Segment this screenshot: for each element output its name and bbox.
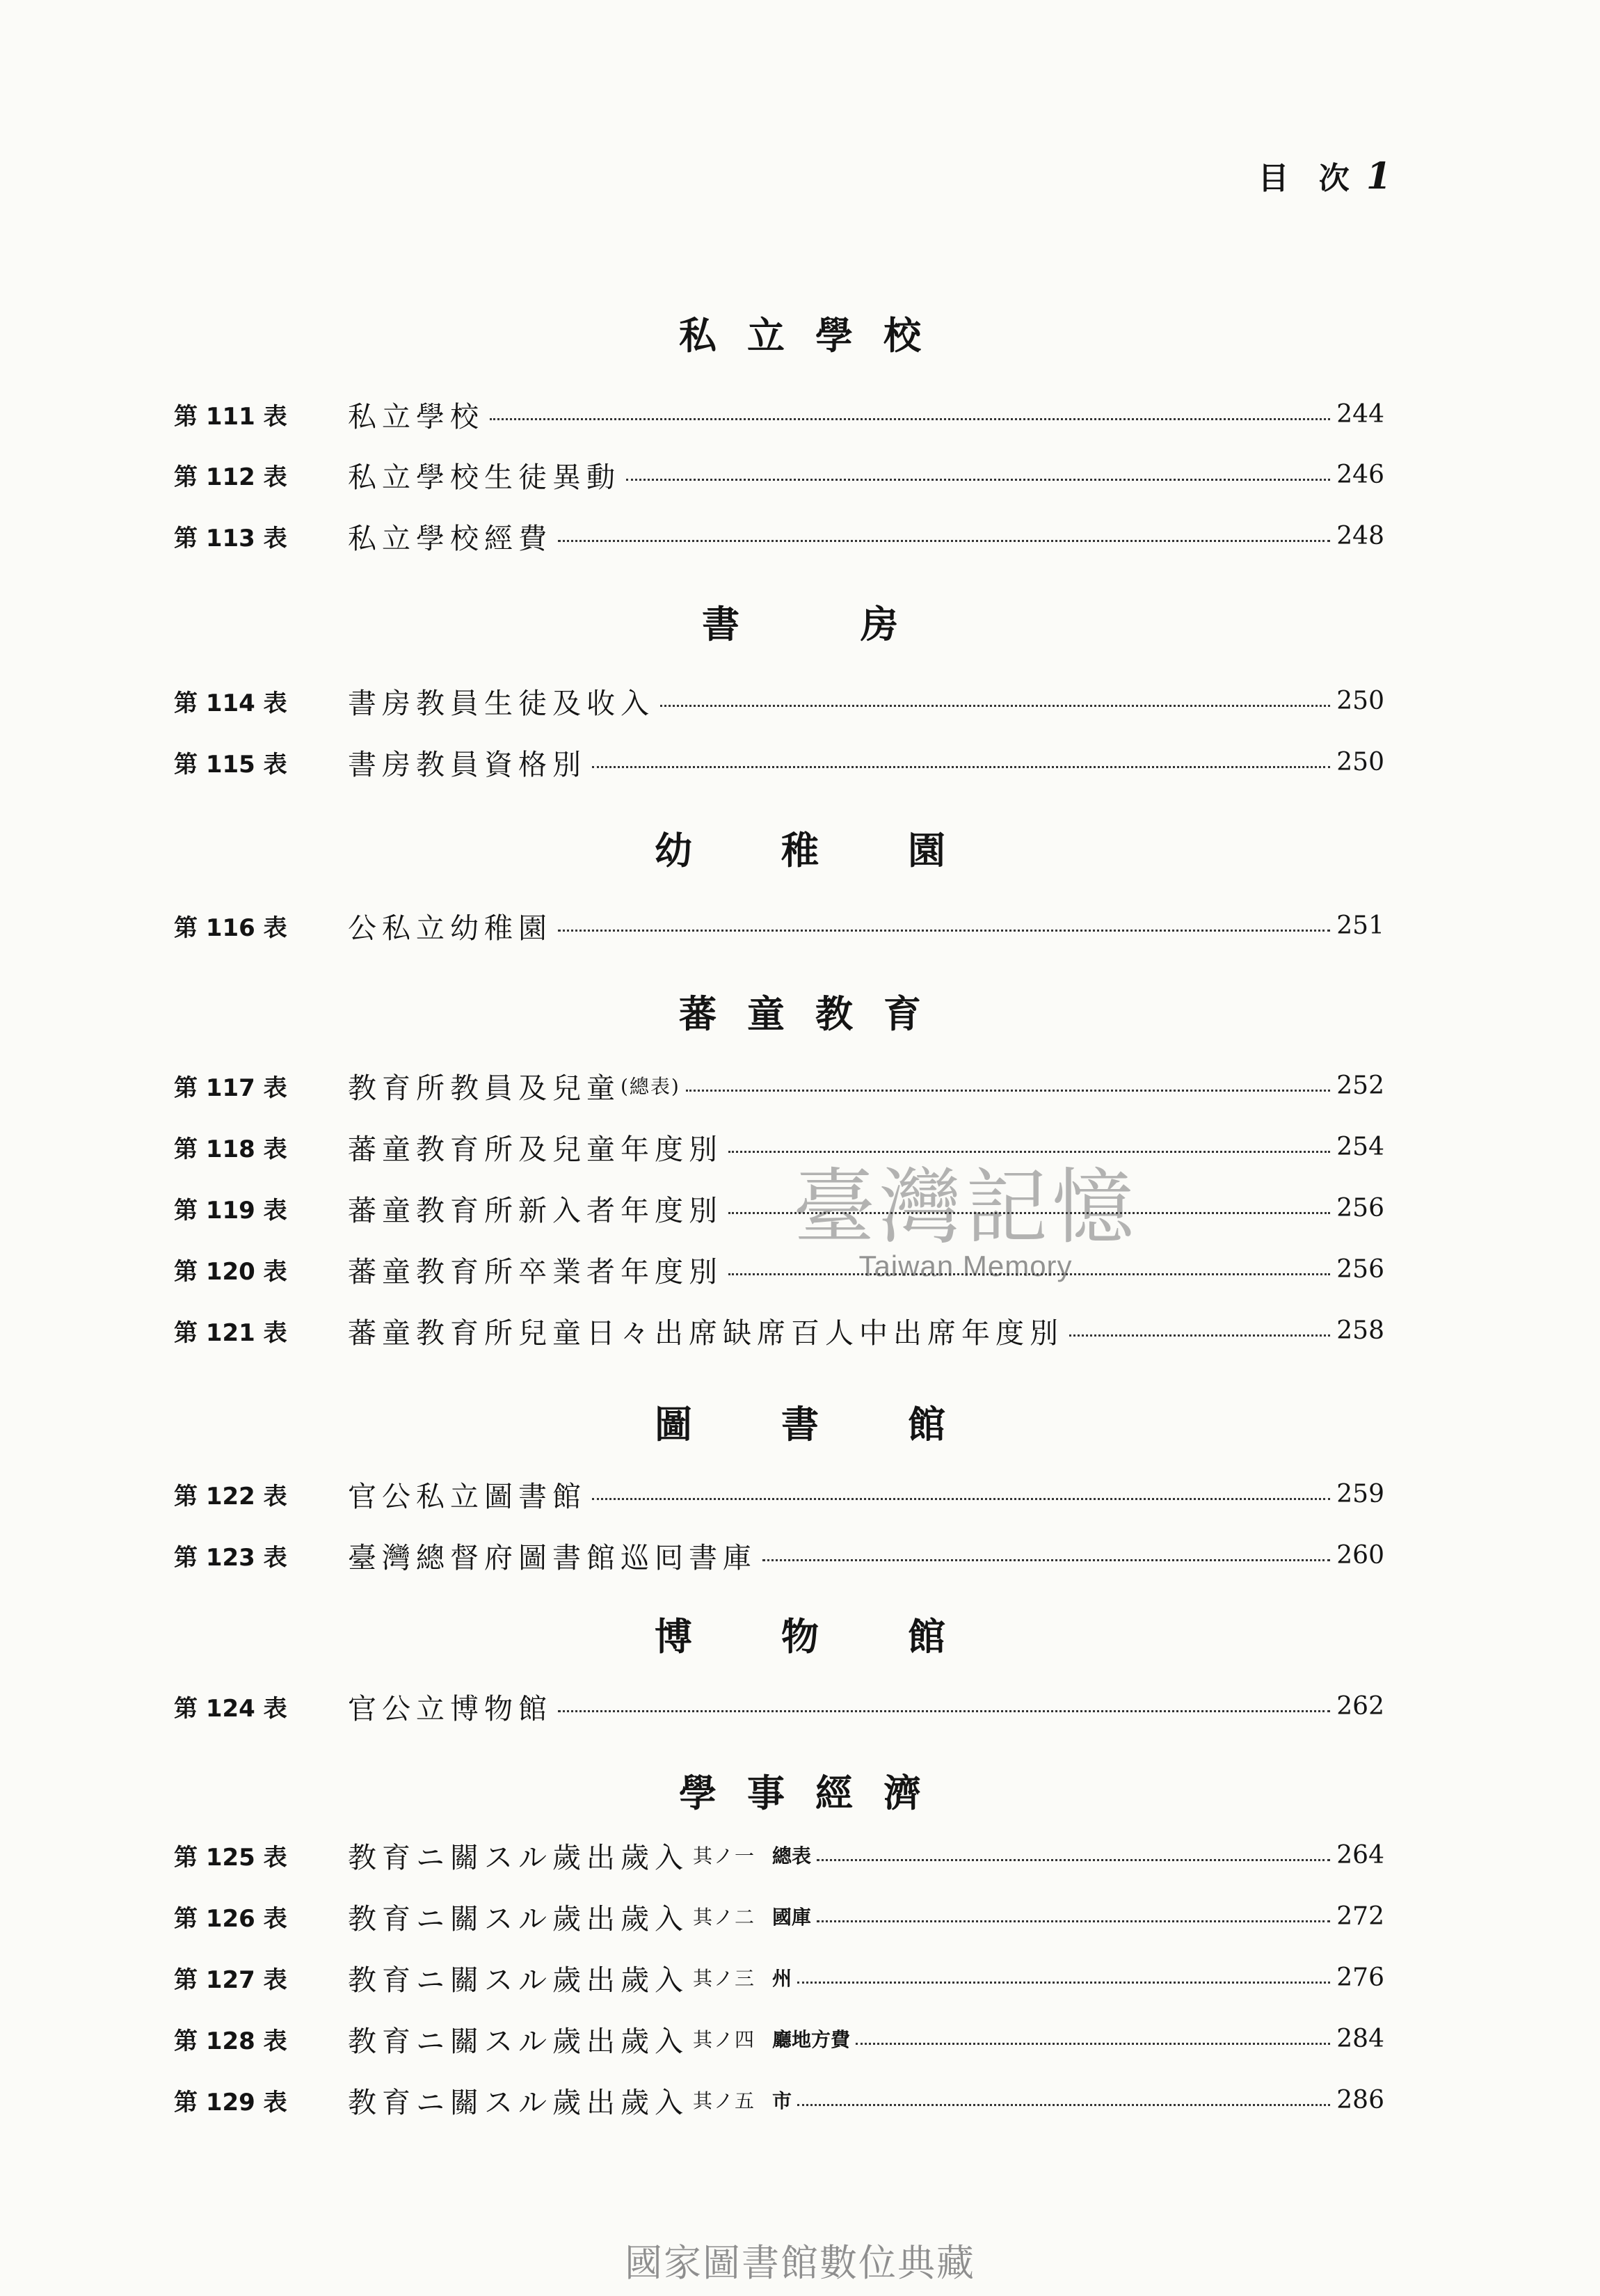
entry-title: 書房教員生徒及收入 — [348, 686, 655, 720]
dot-leader — [762, 1559, 1330, 1561]
toc-entry[interactable] — [174, 1309, 1384, 1351]
entry-page: 248 — [1336, 521, 1384, 550]
table-number: 第 111 表 — [174, 402, 287, 431]
header-label: 目 次 — [1258, 161, 1359, 196]
entry-title: 官公立博物館 — [348, 1691, 552, 1725]
section-heading-shobo: 書 房 — [702, 602, 898, 646]
toc-entry[interactable] — [174, 1473, 1384, 1515]
entry-title: 教育所教員及兒童 — [348, 1071, 621, 1105]
toc-entry[interactable] — [174, 1895, 1384, 1937]
dot-leader — [1069, 1334, 1330, 1337]
table-number: 第 127 表 — [174, 1966, 287, 1994]
taiwan-memory-watermark — [793, 1141, 1138, 1283]
table-number: 第 123 表 — [174, 1543, 287, 1572]
table-number: 第 113 表 — [174, 524, 287, 552]
table-number: 第 115 表 — [174, 750, 287, 779]
entry-title: 私立學校經費 — [348, 521, 552, 555]
dot-leader — [490, 418, 1330, 420]
toc-entry[interactable] — [174, 741, 1384, 783]
watermark-main-text: 臺灣記憶 — [793, 1159, 1139, 1255]
dot-leader — [558, 1710, 1330, 1712]
table-number: 第 119 表 — [174, 1196, 287, 1225]
toc-entry[interactable] — [174, 680, 1384, 722]
entry-page: 284 — [1336, 2024, 1384, 2053]
toc-entry[interactable] — [174, 1126, 1384, 1167]
entry-page: 250 — [1336, 747, 1384, 776]
archive-footer: 國家圖書館數位典藏 — [625, 2241, 975, 2285]
entry-title: 教育ニ關スル歲出歲入 — [348, 1902, 689, 1936]
table-number: 第 129 表 — [174, 2088, 287, 2116]
entry-category: 市 — [772, 2089, 792, 2112]
page-number: 1 — [1366, 155, 1391, 198]
table-number: 第 121 表 — [174, 1318, 287, 1347]
entry-title: 私立學校 — [348, 399, 484, 433]
table-number: 第 118 表 — [174, 1135, 287, 1163]
table-number: 第 124 表 — [174, 1694, 287, 1723]
entry-title: 公私立幼稚園 — [348, 911, 552, 945]
entry-page: 260 — [1336, 1540, 1384, 1570]
section-heading-libraries: 圖 書 館 — [655, 1402, 945, 1446]
entry-category: 國庫 — [772, 1906, 812, 1929]
entry-page: 244 — [1336, 399, 1384, 429]
toc-entry[interactable] — [174, 393, 1384, 435]
entry-title: 私立學校生徒異動 — [348, 460, 621, 494]
dot-leader — [558, 930, 1330, 932]
dot-leader — [797, 1982, 1330, 1984]
entry-title: 蕃童教育所及兒童年度別 — [348, 1132, 723, 1166]
entry-title: 蕃童教育所卒業者年度別 — [348, 1254, 723, 1289]
entry-page: 286 — [1336, 2085, 1384, 2114]
section-heading-kindergarten: 幼 稚 園 — [655, 828, 945, 872]
entry-page: 259 — [1336, 1479, 1384, 1508]
table-number: 第 116 表 — [174, 914, 287, 942]
entry-page: 258 — [1336, 1316, 1384, 1345]
entry-page: 246 — [1336, 460, 1384, 489]
entry-page: 264 — [1336, 1840, 1384, 1870]
dot-leader — [856, 2043, 1330, 2045]
dot-leader — [558, 540, 1330, 542]
entry-annotation: (總表) — [621, 1075, 680, 1098]
dot-leader — [626, 479, 1330, 481]
toc-entry[interactable] — [174, 904, 1384, 946]
entry-page: 250 — [1336, 686, 1384, 715]
table-number: 第 112 表 — [174, 463, 287, 491]
dot-leader — [592, 1498, 1330, 1500]
entry-title: 教育ニ關スル歲出歲入 — [348, 2085, 689, 2119]
entry-page: 256 — [1336, 1254, 1384, 1284]
entry-page: 272 — [1336, 1902, 1384, 1931]
entry-category: 總表 — [772, 1844, 812, 1867]
entry-page: 254 — [1336, 1132, 1384, 1161]
entry-part: 其ノ四 — [693, 2028, 756, 2051]
toc-entry[interactable] — [174, 2079, 1384, 2121]
toc-entry[interactable] — [174, 1065, 1384, 1106]
toc-entry[interactable] — [174, 2018, 1384, 2059]
entry-category: 廳地方費 — [772, 2028, 851, 2051]
entry-page: 256 — [1336, 1193, 1384, 1222]
entry-page: 276 — [1336, 1963, 1384, 1992]
entry-part: 其ノ三 — [693, 1967, 756, 1990]
entry-title: 書房教員資格別 — [348, 747, 586, 781]
running-header — [1258, 153, 1391, 198]
toc-entry[interactable] — [174, 1834, 1384, 1876]
entry-part: 其ノ五 — [693, 2089, 756, 2112]
toc-entry[interactable] — [174, 454, 1384, 495]
section-heading-aboriginal-education: 蕃 童 教 育 — [679, 991, 921, 1036]
table-number: 第 122 表 — [174, 1482, 287, 1510]
watermark-sub-text: Taiwan Memory — [858, 1250, 1073, 1282]
dot-leader — [686, 1090, 1330, 1092]
entry-page: 252 — [1336, 1071, 1384, 1100]
table-number: 第 117 表 — [174, 1074, 287, 1102]
entry-page: 262 — [1336, 1691, 1384, 1721]
entry-part: 其ノ一 — [693, 1844, 756, 1867]
dot-leader — [817, 1920, 1330, 1922]
section-heading-museums: 博 物 館 — [655, 1614, 945, 1659]
entry-title: 蕃童教育所新入者年度別 — [348, 1193, 723, 1227]
table-number: 第 120 表 — [174, 1257, 287, 1286]
entry-title: 教育ニ關スル歲出歲入 — [348, 1963, 689, 1997]
entry-title: 教育ニ關スル歲出歲入 — [348, 2024, 689, 2058]
dot-leader — [660, 705, 1330, 707]
section-heading-education-finance: 學 事 經 濟 — [679, 1771, 921, 1815]
toc-entry[interactable] — [174, 1248, 1384, 1290]
toc-entry[interactable] — [174, 1534, 1384, 1576]
toc-entry[interactable] — [174, 515, 1384, 557]
entry-title: 官公私立圖書館 — [348, 1479, 586, 1513]
entry-category: 州 — [772, 1967, 792, 1990]
toc-entry[interactable] — [174, 1187, 1384, 1229]
table-number: 第 125 表 — [174, 1843, 287, 1872]
dot-leader — [797, 2104, 1330, 2106]
entry-page: 251 — [1336, 911, 1384, 940]
entry-part: 其ノ二 — [693, 1906, 756, 1929]
table-number: 第 126 表 — [174, 1904, 287, 1933]
dot-leader — [817, 1859, 1330, 1861]
section-heading-private-schools: 私 立 學 校 — [679, 313, 921, 358]
entry-title: 蕃童教育所兒童日々出席缺席百人中出席年度別 — [348, 1316, 1064, 1350]
toc-entry[interactable] — [174, 1956, 1384, 1998]
toc-entry[interactable] — [174, 1685, 1384, 1727]
entry-title: 教育ニ關スル歲出歲入 — [348, 1840, 689, 1874]
table-number: 第 128 表 — [174, 2027, 287, 2055]
dot-leader — [592, 766, 1330, 768]
table-number: 第 114 表 — [174, 689, 287, 717]
entry-title: 臺灣總督府圖書館巡囘書庫 — [348, 1540, 757, 1574]
